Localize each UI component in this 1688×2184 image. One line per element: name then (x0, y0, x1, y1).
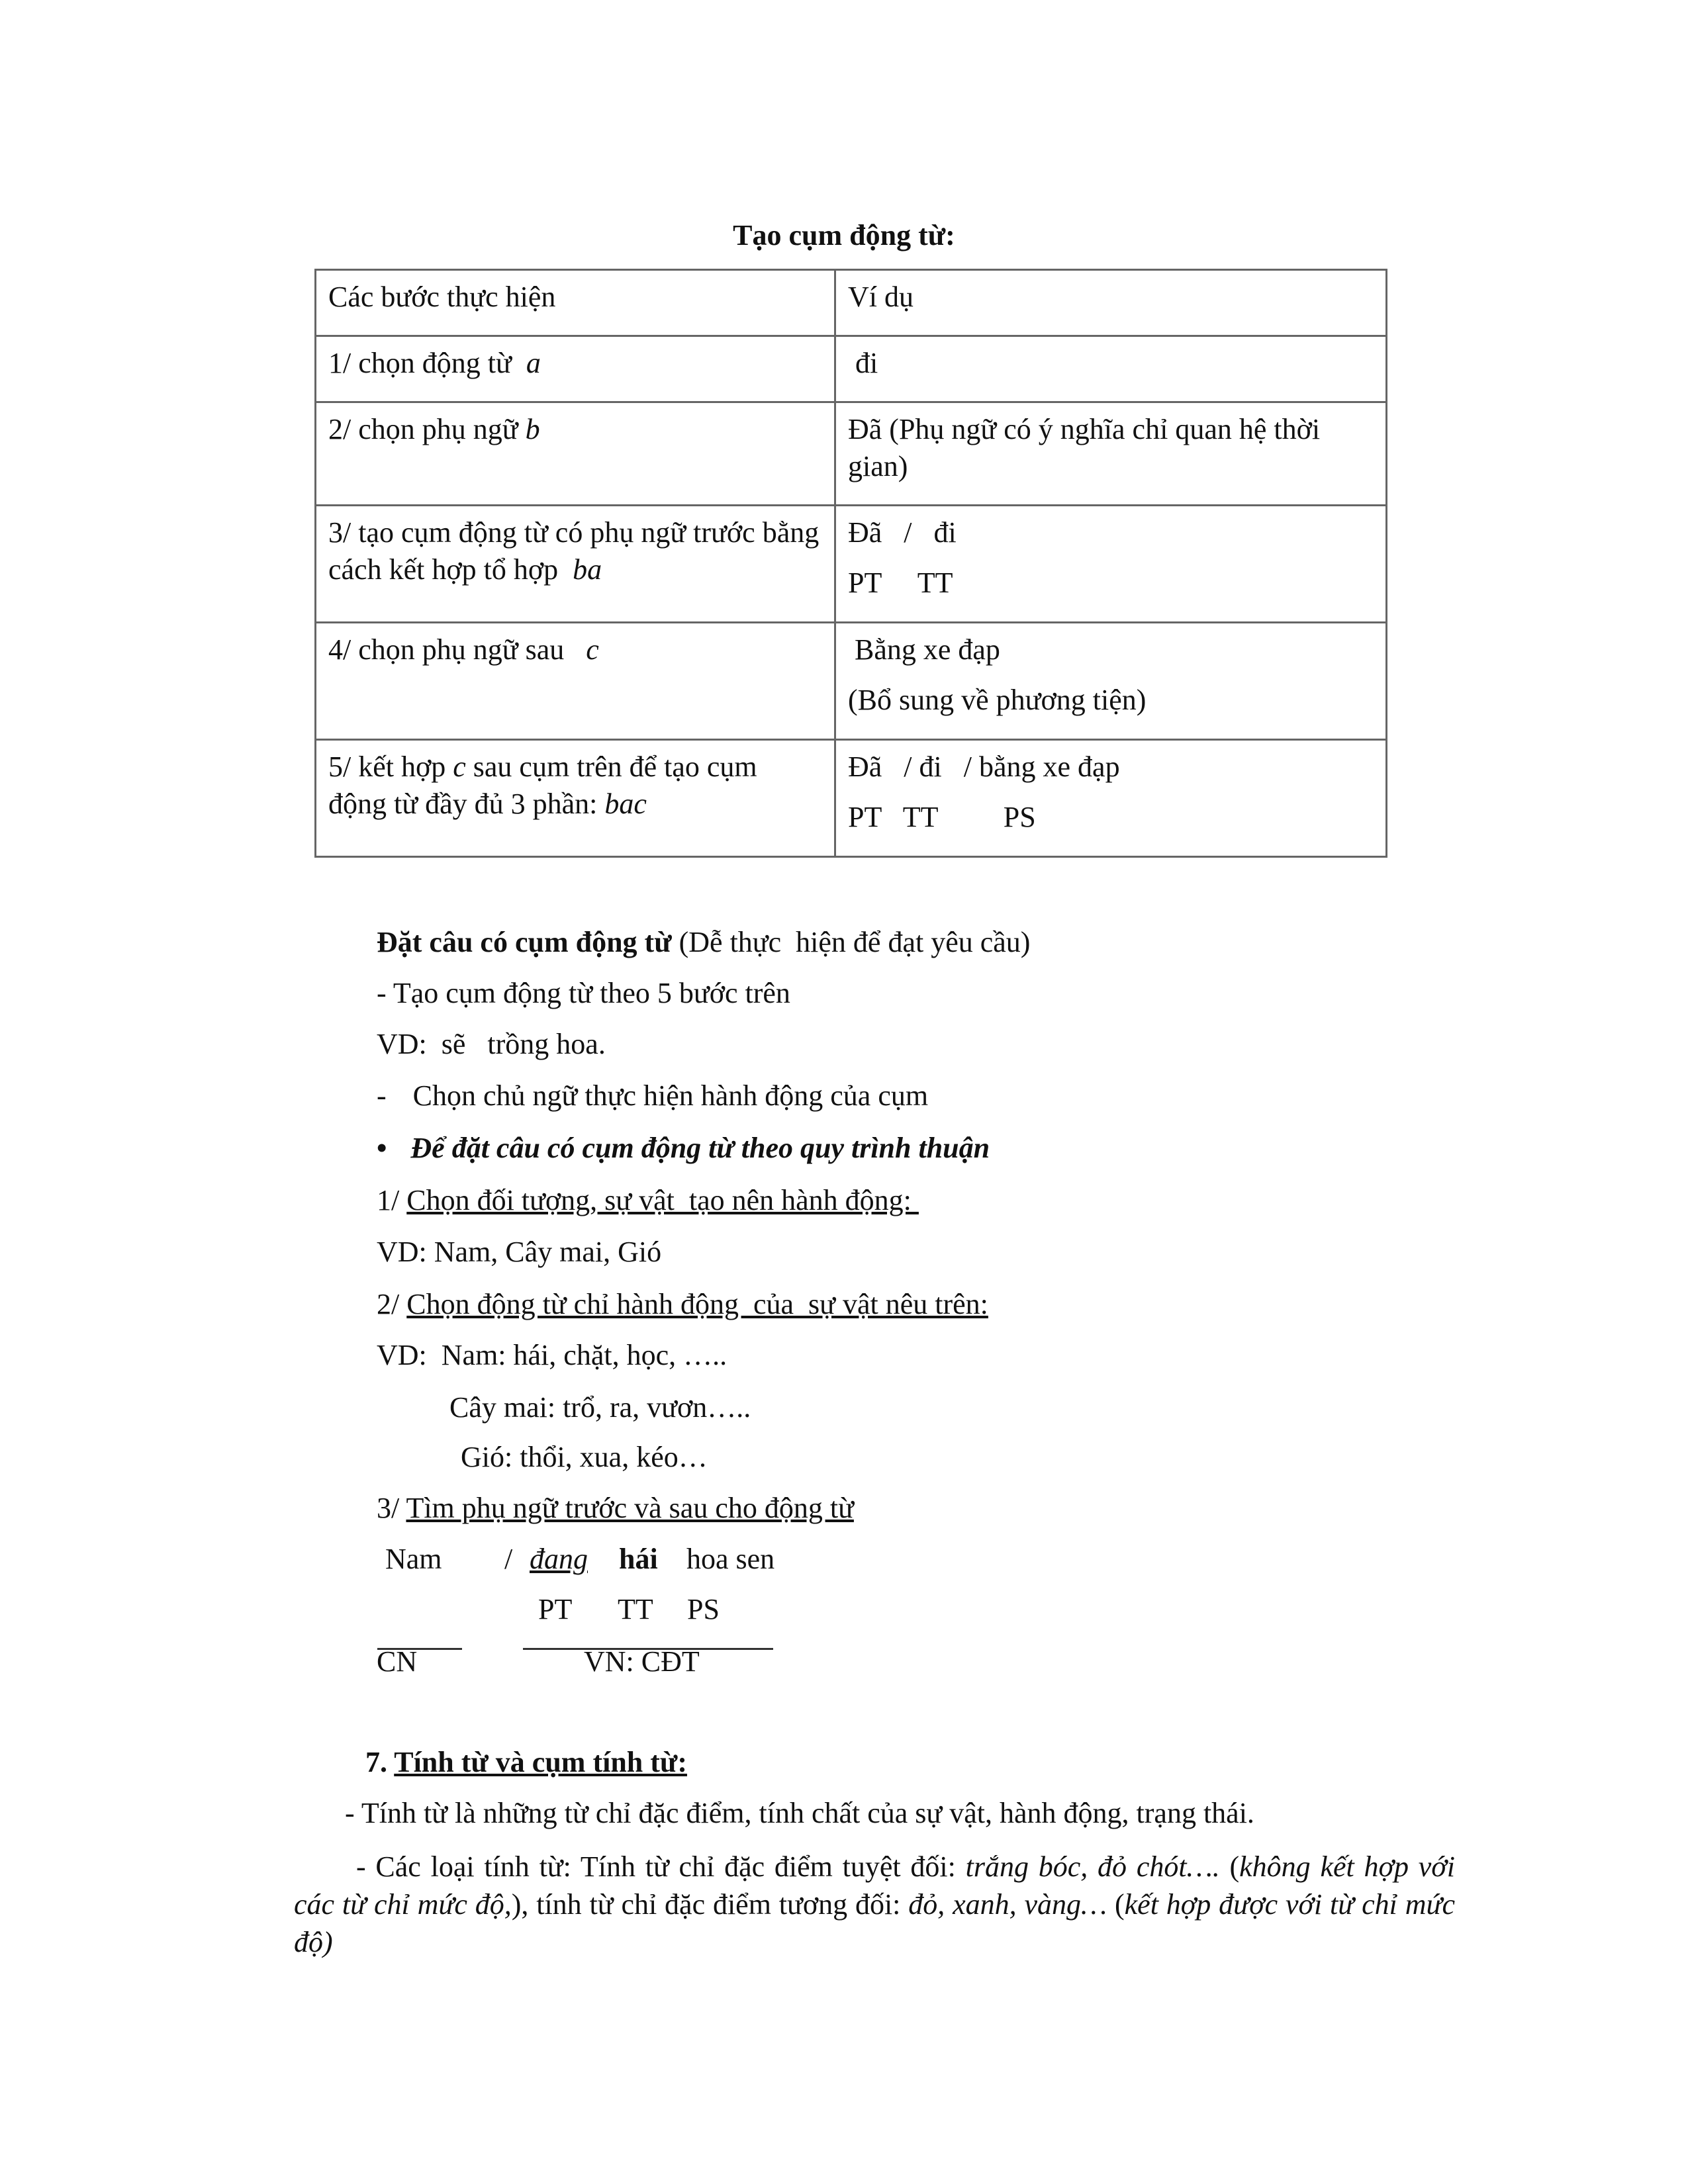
example-labels: PT TT PS (848, 801, 1036, 833)
label-tt: TT (618, 1593, 653, 1625)
step-1 (377, 1183, 919, 1218)
dash: - (377, 1079, 387, 1112)
header-steps (316, 270, 835, 336)
label-cn: CN (377, 1645, 418, 1678)
adjective-definition: - Tính từ là những từ chỉ đặc điểm, tính chất của sự vật, hành động, trạng thái. (345, 1797, 1254, 1829)
table-row (316, 402, 1387, 506)
instruction-text: Chọn chủ ngữ thực hiện hành động của cụm (412, 1079, 929, 1112)
example-line: VD: Nam: hái, chặt, học, ….. (377, 1339, 727, 1371)
section-heading-note: (Dễ thực hiện để đạt yêu cầu) (671, 926, 1031, 958)
example-text: đi (855, 347, 878, 379)
text: ( (1107, 1888, 1125, 1921)
header-steps-text: Các bước thực hiện (328, 281, 556, 313)
step-3 (377, 1491, 854, 1526)
example-verb: hái (619, 1543, 658, 1575)
text: - Các loại tính từ: Tính từ chỉ đặc điểm tuyệt đối: (356, 1850, 966, 1883)
bullet-line (377, 1131, 990, 1166)
example-text: Đã (Phụ ngữ có ý nghĩa chỉ quan hệ thời gian) (848, 413, 1321, 482)
table-row (316, 623, 1387, 740)
step-text: 2/ chọn phụ ngữ (328, 413, 518, 445)
header-example-text: Ví dụ (848, 281, 914, 313)
example-line: Gió: thổi, xua, kéo… (461, 1441, 708, 1473)
instruction-line (377, 1079, 928, 1114)
example-labels: PT TT (848, 567, 953, 599)
step-cell (316, 402, 835, 506)
example-slash: / (504, 1543, 513, 1575)
example-cell (835, 506, 1387, 623)
example-cell (835, 402, 1387, 506)
step-text: Chọn đối tượng, sự vật tạo nên hành động: (406, 1184, 919, 1216)
step-text: 4/ chọn phụ ngữ sau (328, 633, 565, 666)
section-heading-bold: Đặt câu có cụm động từ (377, 926, 672, 958)
step-text: Tìm phụ ngữ trước và sau cho động từ (406, 1492, 854, 1524)
step-var: a (526, 347, 541, 379)
example-text: Đã / đi / bằng xe đạp (848, 751, 1120, 783)
step-number: 3/ (377, 1492, 406, 1524)
section-heading (377, 925, 1030, 960)
step-var: ba (573, 553, 602, 586)
bullet-icon: • (377, 1132, 387, 1164)
example-text: Đã / đi (848, 516, 957, 549)
example-text: Bằng xe đạp (855, 633, 1000, 666)
table-header-row (316, 270, 1387, 336)
step-text: Chọn động từ chỉ hành động của sự vật nêu trên: (406, 1288, 988, 1320)
example-post-modifier: hoa sen (686, 1543, 775, 1575)
text: ), tính từ chỉ đặc điểm tương đối: (511, 1888, 909, 1921)
example-cell (835, 336, 1387, 402)
step-number: 1/ (377, 1184, 407, 1216)
label-pt: PT (538, 1593, 573, 1625)
section7-number: 7. (365, 1746, 395, 1778)
table-row (316, 740, 1387, 857)
header-example (835, 270, 1387, 336)
section7-title: Tính từ và cụm tính từ: (394, 1746, 687, 1778)
step-text: 3/ tạo cụm động từ có phụ ngữ trước bằng cách kết hợp tổ hợp (328, 516, 820, 586)
table-row (316, 506, 1387, 623)
example-subject: Nam (385, 1543, 442, 1575)
step-var: b (525, 413, 540, 445)
text: ( (1219, 1850, 1240, 1883)
example-line: VD: sẽ trồng hoa. (377, 1028, 606, 1060)
step-text: 1/ chọn động từ (328, 347, 512, 379)
text-italic: không kết hợp với các từ chỉ mức độ, (294, 1850, 1456, 1921)
example-pre-modifier: đang (530, 1543, 588, 1575)
label-ps: PS (687, 1593, 720, 1625)
example-line: Cây mai: trổ, ra, vươn….. (449, 1391, 751, 1424)
text-italic: trắng bóc, đỏ chót…. (965, 1850, 1220, 1883)
step-text-cont: sau cụm trên để tạo cụm động từ đầy đủ 3 phần: (328, 751, 757, 820)
text-italic: kết hợp được với từ chỉ mức độ) (294, 1888, 1456, 1958)
bullet-text: Để đặt câu có cụm động từ theo quy trình thuận (410, 1132, 990, 1164)
step-cell (316, 623, 835, 740)
example-cell (835, 740, 1387, 857)
step-cell (316, 336, 835, 402)
step-cell (316, 506, 835, 623)
table-title: Tạo cụm động từ: (733, 219, 955, 251)
example-note: (Bổ sung về phương tiện) (848, 684, 1147, 716)
text-italic: đỏ, xanh, vàng… (908, 1888, 1107, 1921)
table-row (316, 336, 1387, 402)
instruction-line: - Tạo cụm động từ theo 5 bước trên (377, 977, 790, 1009)
example-line: VD: Nam, Cây mai, Gió (377, 1236, 662, 1268)
step-var: bac (604, 788, 647, 820)
example-cell (835, 623, 1387, 740)
step-var: c (586, 633, 599, 666)
step-number: 2/ (377, 1288, 407, 1320)
step-var: c (453, 751, 466, 783)
adjective-types-paragraph (294, 1848, 1455, 1961)
label-vn: VN: CĐT (584, 1645, 700, 1678)
step-2 (377, 1287, 988, 1322)
step-text: 5/ kết hợp (328, 751, 446, 783)
verb-phrase-steps-table (314, 269, 1387, 858)
step-cell (316, 740, 835, 857)
section7-heading (365, 1745, 687, 1780)
